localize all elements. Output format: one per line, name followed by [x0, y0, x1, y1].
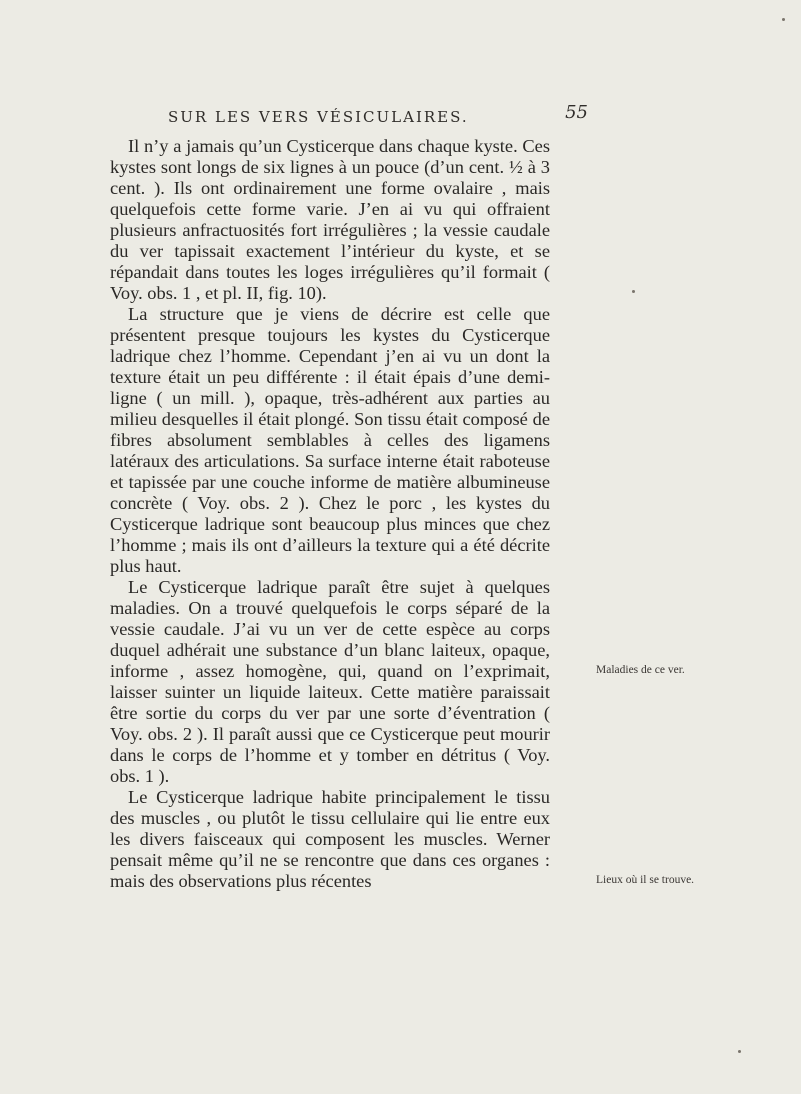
- margin-note-maladies: Maladies de ce ver.: [596, 664, 685, 676]
- running-header: [168, 102, 588, 126]
- paper-speck: [782, 18, 785, 21]
- body-text: [110, 136, 550, 892]
- paper-speck: [632, 290, 635, 293]
- paragraph-1: Il n’y a jamais qu’un Cysticerque dans chaque kyste. Ces kystes sont longs de six lignes à un pouce (d’un cent. ½ à 3 cent. ). Ils ont ordinairement une forme ovalaire , mais quelquefois cette forme varie. J’en ai vu qui offraient plusieurs anfractuosités fort irrégulières ; la vessie caudale du ver tapissait exactement l’intérieur du kyste, et se répandait dans toutes les loges irrégulières qu’il formait ( Voy. obs. 1 , et pl. II, fig. 10).: [110, 136, 550, 303]
- paragraph-3: Le Cysticerque ladrique paraît être sujet à quelques maladies. On a trouvé quelquefois le corps séparé de la vessie caudale. J’ai vu un ver de cette espèce au corps duquel adhérait une substance d’un blanc laiteux, opaque, informe , assez homogène, qui, quand on l’exprimait, laisser suinter un liquide laiteux. Cette matière paraissait être sortie du corps du ver par une sorte d’éventration ( Voy. obs. 2 ). Il paraît aussi que ce Cysticerque peut mourir dans le corps de l’homme et y tomber en détritus ( Voy. obs. 1 ).: [110, 577, 550, 786]
- margin-note-lieux: Lieux où il se trouve.: [596, 874, 695, 886]
- running-title: SUR LES VERS VÉSICULAIRES.: [168, 108, 469, 126]
- page-number: 55: [565, 102, 588, 123]
- paper-speck: [738, 1050, 741, 1053]
- paragraph-2: La structure que je viens de décrire est celle que présentent presque toujours les kystes du Cysticerque ladrique chez l’homme. Cependant j’en ai vu un dont la texture était un peu différente : il était épais d’une demi-ligne ( un mill. ), opaque, très-adhérent aux parties au milieu desquelles il était plongé. Son tissu était composé de fibres absolument semblables à celles des ligamens latéraux des articulations. Sa surface interne était raboteuse et tapissée par une couche informe de matière albumineuse concrète ( Voy. obs. 2 ). Chez le porc , les kystes du Cysticerque ladrique sont beaucoup plus minces que chez l’homme ; mais ils ont d’ailleurs la texture qui a été décrite plus haut.: [110, 304, 550, 576]
- paragraph-4: Le Cysticerque ladrique habite principalement le tissu des muscles , ou plutôt le tissu cellulaire qui lie entre eux les divers faisceaux qui composent les muscles. Werner pensait même qu’il ne se rencontre que dans ces organes : mais des observations plus récentes: [110, 787, 550, 891]
